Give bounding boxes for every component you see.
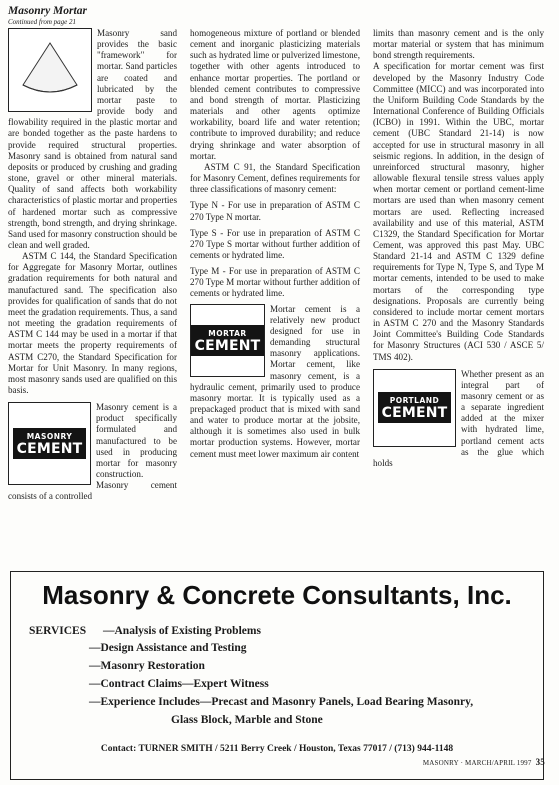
- page-footer: [423, 757, 545, 767]
- portland-cement-badge: PORTLAND CEMENT: [378, 392, 452, 423]
- mortar-cement-image: [190, 304, 265, 377]
- mortar-cement-spec-paragraph: A specification for mortar cement was first developed by the Masonry Industry Code Committee (MICC) and was incorporated into the Uniform Building Code Standards by the International Conference of Building Officials (ICBO) in 1991. Within the UBC, mortar cement (UBC Standard 21-14) is now accepted for use in structural masonry in all seismic regions. In addition, in the design of unreinforced structural masonry, higher allowable flexural tensile stress values apply when mortar cement or portland cement-lime mortars are used than when masonry cement mortars are used. Reflecting increased availability and use of this material, ASTM C1329, the Standard Specification for Mortar Cement, was approved this past May. UBC Standard 21-14 and ASTM C 1329 define requirements for Type N, Type S, and Type M mortar cements, intended to be used to make mortars of the corresponding type designations. Proposals are currently being considered to include mortar cement mortars in ASTM C 270 and the Masonry Standards Joint Committee's Building Code Standards for Masonry Structures (ACI 530 / ASCE 5/ TMS 402).: [373, 61, 544, 362]
- service-line: —Contract Claims—Expert Witness: [89, 678, 269, 690]
- portland-cement-paragraph: Whether present as an integral part of masonry cement or as a separate ingredient added at the mixer with hydrated lime, portland cement acts as the glue which holds: [373, 368, 544, 468]
- sand-paragraph: Masonry sand provides the basic "framework" for mortar. Sand particles are coated and lubricated by the mortar paste to provide body and flowability required in the plastic mortar and are bonded together as the paste hardens to provide required structural properties. Masonry sand is obtained from natural sand deposits or produced by crushing and grading stone, gravel or other mineral materials. Quality of sand affects both workability characteristics of plastic mortar and properties of hardened mortar such as compressive strength, bond strength, and drying shrinkage. Sand used for masonry construction should be clean and well graded.: [8, 28, 177, 250]
- article-column-3: [373, 28, 544, 469]
- service-line: Glass Block, Marble and Stone: [171, 714, 323, 726]
- mortar-cement-badge: MORTAR CEMENT: [191, 325, 265, 356]
- portland-cement-image: [373, 369, 456, 447]
- services-label: SERVICES: [29, 625, 87, 637]
- masonry-cement-image: [8, 402, 91, 485]
- issue-label: MASONRY · MARCH/APRIL 1997: [422, 759, 532, 767]
- homogeneous-mixture-paragraph: homogeneous mixture of portland or blended cement and inorganic plasticizing materials such as hydrated lime or pulverized limestone, together with other agents introduced to enhance mortar properties. The portland or blended cement contributes to compressive and bond strength of mortar. Plasticizing materials and other agents optimize workability, board life and water retention; contribute to improved durability; and reduce drying shrinkage and water absorption of mortar.: [190, 28, 360, 161]
- service-line: —Experience Includes—Precast and Masonry Panels, Load Bearing Masonry,: [89, 696, 474, 708]
- ad-contact: Contact: TURNER SMITH / 5211 Berry Creek / Houston, Texas 77017 / (713) 944-1148: [100, 744, 454, 754]
- sand-pile-image: [8, 28, 92, 112]
- type-s-item: Type S - For use in preparation of ASTM C 270 Type S mortar without further addition of cements or hydrated lime.: [190, 227, 360, 260]
- type-m-item: Type M - For use in preparation of ASTM C 270 Type M mortar without further addition of cements or hydrated lime.: [190, 266, 360, 299]
- astm-c144-paragraph: ASTM C 144, the Standard Specification for Aggregate for Masonry Mortar, outlines gradation requirements for both natural and manufactured sand. The specification also provides for qualification of sands that do not meet the gradation requirements. Thus, a sand not meeting the gradation requirements of ASTM C 144 may be used in a mortar if that mortar meets the property requirements of ASTM C270, the Standard Specification for Mortar for Unit Masonry. In many regions, most masonry sands used are qualified on this basis.: [8, 251, 177, 395]
- astm-c91-paragraph: ASTM C 91, the Standard Specification for Masonry Cement, defines requirements for three classifications of masonry cement:: [190, 161, 360, 195]
- ad-title: Masonry & Concrete Consultants, Inc.: [42, 580, 512, 610]
- service-line: —Masonry Restoration: [89, 660, 205, 672]
- continued-note: Continued from page 21: [8, 18, 76, 26]
- article-column-1: [8, 28, 177, 503]
- service-line: —Design Assistance and Testing: [89, 642, 247, 654]
- type-n-item: Type N - For use in preparation of ASTM C 270 Type N mortar.: [190, 200, 360, 222]
- section-title: Masonry Mortar: [8, 5, 87, 17]
- masonry-cement-badge: MASONRY CEMENT: [13, 428, 87, 459]
- bond-strength-paragraph: limits than masonry cement and is the only mortar material or system that has minimum bond strength requirements.: [373, 28, 544, 61]
- service-line: —Analysis of Existing Problems: [103, 625, 261, 637]
- consultants-advertisement: [10, 571, 544, 780]
- article-column-2: [190, 28, 360, 460]
- page-number: 35: [535, 757, 545, 767]
- mortar-cement-paragraph: Mortar cement is a relatively new product designed for use in demanding structural masonry applications. Mortar cement, like masonry cement, is a hydraulic cement, primarily used to produce masonry mortar. It is typically used as a prepackaged product that is mixed with sand and water to produce mortar at the jobsite, although it is sometimes also used in bulk mortar production systems. However, mortar cement must meet lower maximum air content: [190, 303, 360, 459]
- masonry-cement-paragraph: Masonry cement is a product specifically formulated and manufactured to be used in producing mortar for masonry construction. Masonry cement consists of a controlled: [8, 402, 177, 502]
